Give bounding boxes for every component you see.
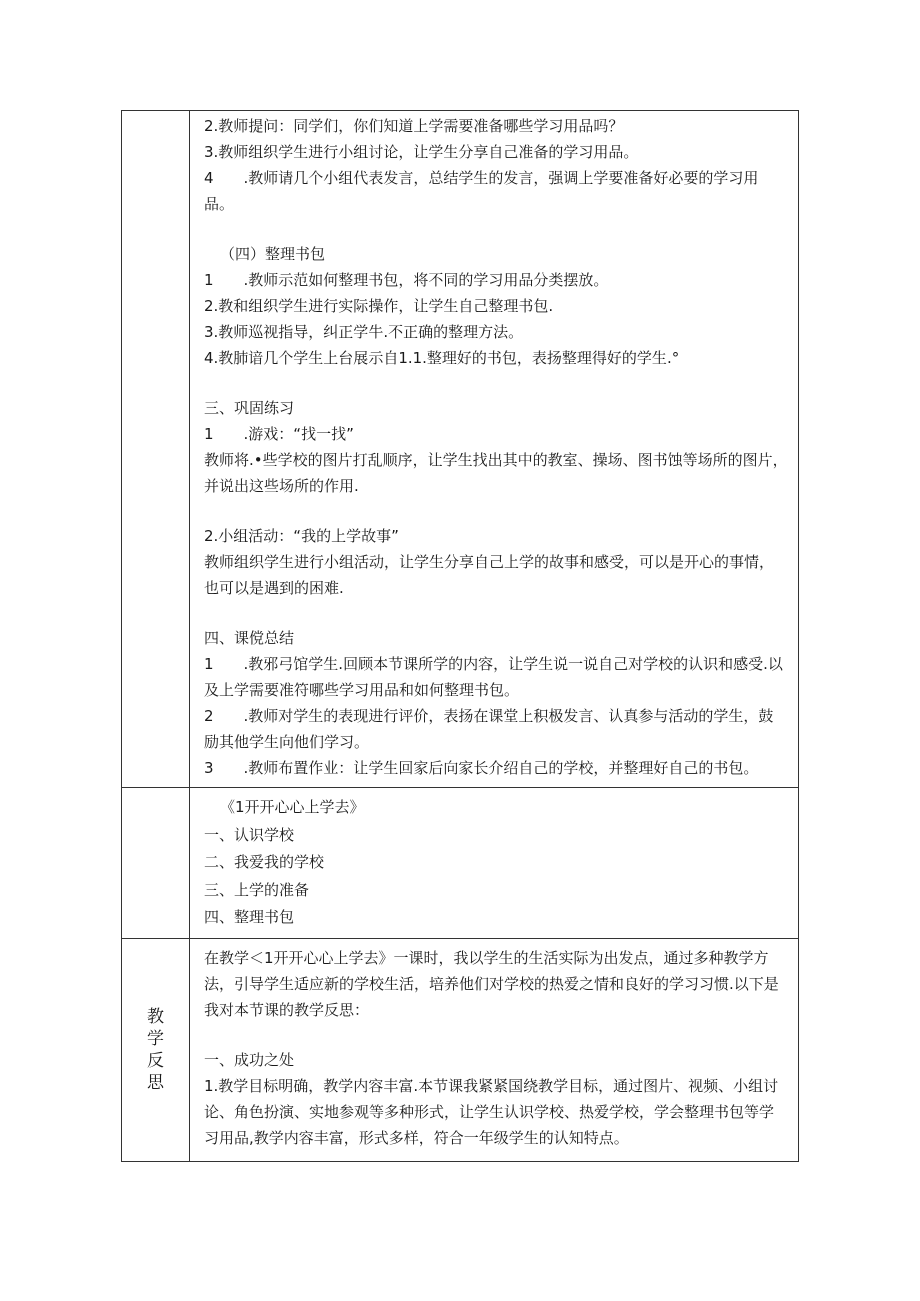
board-item: 一、认识学校 xyxy=(204,825,295,844)
board-title: 《1开开心心上学去》 xyxy=(220,798,365,816)
reflection-label-cell xyxy=(122,938,190,1161)
process-heading: （四）整理书包 xyxy=(220,245,326,263)
lesson-process-label-cell xyxy=(122,111,190,788)
process-line: 1 .游戏：“找一找” xyxy=(204,425,354,443)
lesson-process-content xyxy=(190,111,798,787)
process-line: 教师将.•些学校的图片打乱顺序，让学生找出其中的教室、操场、图书蚀等场所的图片，并说出这些场所的作用. xyxy=(204,451,788,495)
process-line: 教师组织学生进行小组活动，让学生分享自己上学的故事和感受，可以是开心的事情，也可以是遇到的困难. xyxy=(204,553,775,597)
board-item: 二、我爱我的学校 xyxy=(204,853,325,871)
process-line: 1 .教邪弓馆学生.回顾本节课所学的内容，让学生说一说自己对学校的认识和感受.以及上学需要准符哪些学习用品和如何整理书包。 xyxy=(204,655,783,699)
board-design-content-cell xyxy=(190,788,799,939)
lesson-process-row xyxy=(122,111,799,788)
spacer xyxy=(204,217,788,241)
board-design-row xyxy=(122,788,799,939)
reflection-line: 在教学＜1开开心心上学去》一课时，我以学生的生活实际为出发点，通过多种教学方法，引导学生适应新的学校生活，培养他们对学校的热爱之情和良好的学习习惯.以下是我对本节课的教学反思： xyxy=(204,948,779,1019)
process-line: 2.小组活动：“我的上学故事” xyxy=(204,527,399,545)
lesson-process-content-cell xyxy=(190,111,799,788)
spacer xyxy=(204,371,788,395)
board-item: 三、上学的准备 xyxy=(204,880,310,899)
lesson-plan-table xyxy=(121,110,799,1162)
process-line: 2.教师提问：同学们，你们知道上学需要准备哪些学习用品吗？ xyxy=(204,117,624,135)
process-heading: 四、课傥总结 xyxy=(204,629,295,647)
process-line: 2.教和组织学生进行实际操作，让学生自己整理书包. xyxy=(204,297,554,315)
reflection-line: 1.教学目标明确，教学内容丰富.本节课我紧紧国绕教学目标，通过图片、视频、小组讨论、角色扮演、实地参观等多种形式，让学生认识学校、热爱学校，学会整理书包等学习用品,教学内容丰富，形式多样，符合一年级学生的认知特点。 xyxy=(204,1076,779,1147)
board-design-content xyxy=(190,788,798,938)
spacer xyxy=(204,601,788,625)
reflection-content xyxy=(190,939,798,1161)
process-heading: 三、巩固练习 xyxy=(204,399,295,417)
reflection-heading: 一、成功之处 xyxy=(204,1050,295,1069)
process-line: 3.教师巡视指导，纠正学牛.不正确的整理方法。 xyxy=(204,323,524,341)
spacer xyxy=(204,499,788,523)
reflection-content-cell xyxy=(190,938,799,1161)
reflection-row xyxy=(122,938,799,1161)
process-line: 4.教肺谙几个学生上台展示自1.1.整理好的书包，表扬整理得好的学生.° xyxy=(204,349,680,367)
spacer xyxy=(204,1023,788,1047)
process-line: 4 .教师请几个小组代表发言，总结学生的发言，强调上学要准备好必要的学习用品。 xyxy=(204,169,759,213)
process-line: 3.教师组织学生进行小组讨论，让学生分享自己准备的学习用品。 xyxy=(204,143,639,161)
process-line: 3 .教师布置作业：让学生回家后向家长介绍自己的学校，并整理好自己的书包。 xyxy=(204,759,759,777)
reflection-label: 教学反思 xyxy=(147,1006,164,1093)
process-line: 2 .教师对学生的表现进行评价，表扬在课堂上积极发言、认真参与活动的学生，鼓励其他学生向他们学习。 xyxy=(204,707,774,751)
board-item: 四、整理书包 xyxy=(204,908,295,926)
board-design-label-cell xyxy=(122,788,190,939)
process-line: 1 .教师示范如何整理书包，将不同的学习用品分类摆放。 xyxy=(204,271,609,289)
